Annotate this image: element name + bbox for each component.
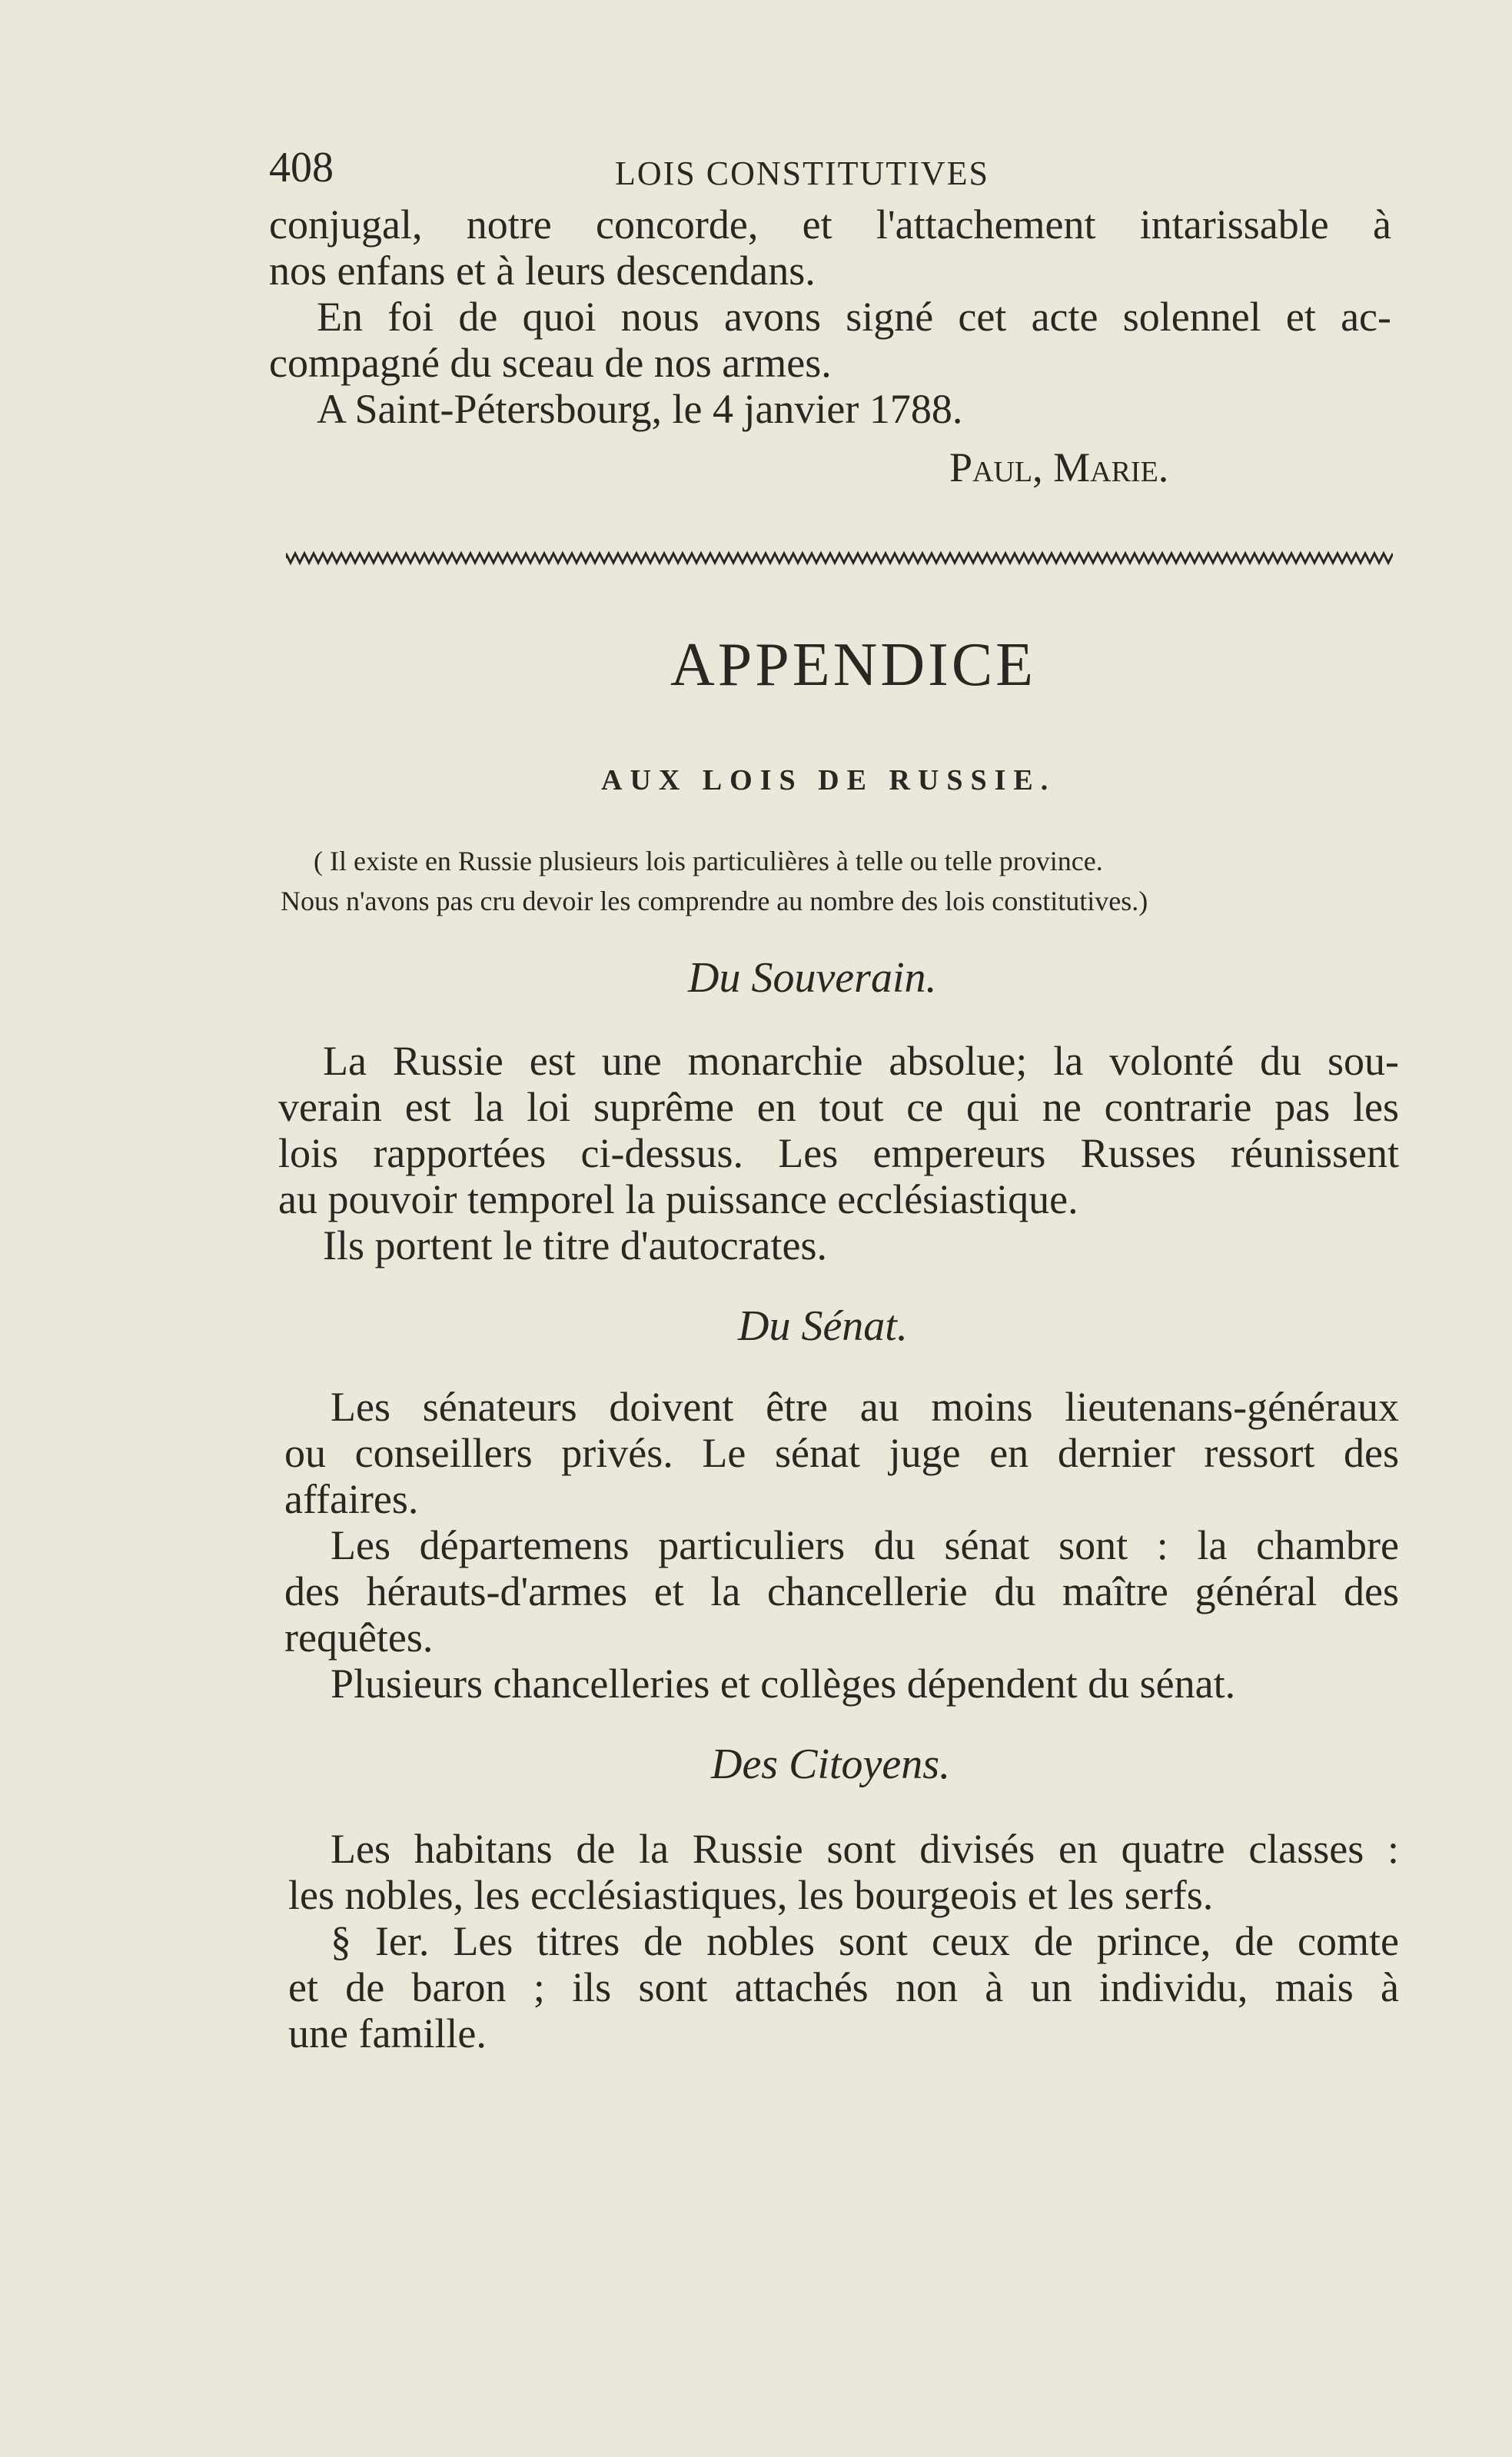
appendix-subtitle: AUX LOIS DE RUSSIE. (601, 764, 1056, 796)
running-title: LOIS CONSTITUTIVES (615, 155, 989, 192)
text-line: des hérauts-d'armes et la chancellerie du maître général des (284, 1568, 1399, 1614)
text-line: conjugal, notre concorde, et l'attachement intarissable à (269, 201, 1391, 248)
text-line: compagné du sceau de nos armes. (269, 340, 832, 386)
editorial-note: ( Il existe en Russie plusieurs lois particulières à telle ou telle province. (314, 846, 1103, 876)
text-line: verain est la loi suprême en tout ce qui ne contrarie pas les (278, 1084, 1399, 1130)
text-line: Ils portent le titre d'autocrates. (323, 1222, 827, 1268)
page-number: 408 (269, 144, 334, 191)
section-heading-citoyens: Des Citoyens. (711, 1741, 951, 1788)
wavy-ornament-line (286, 554, 1393, 563)
text-line: Les sénateurs doivent être au moins lieutenans-généraux (331, 1384, 1399, 1430)
text-line: Les départemens particuliers du sénat sont : la chambre (331, 1522, 1399, 1568)
section-heading-souverain: Du Souverain. (688, 954, 937, 1002)
text-line: requêtes. (284, 1614, 434, 1661)
text-line: § Ier. Les titres de nobles sont ceux de prince, de comte (331, 1918, 1399, 1964)
section-heading-senat: Du Sénat. (738, 1302, 908, 1350)
text-line: une famille. (288, 2010, 487, 2056)
text-line: au pouvoir temporel la puissance ecclésiastique. (278, 1176, 1078, 1222)
decorative-rule (286, 547, 1393, 569)
text-line: Les habitans de la Russie sont divisés en quatre classes : (331, 1826, 1399, 1872)
text-line: nos enfans et à leurs descendans. (269, 248, 816, 294)
text-line: les nobles, les ecclésiastiques, les bourgeois et les serfs. (288, 1872, 1214, 1918)
text-line: A Saint-Pétersbourg, le 4 janvier 1788. (317, 386, 963, 432)
text-line: lois rapportées ci-dessus. Les empereurs Russes réunissent (278, 1130, 1399, 1176)
text-line: ou conseillers privés. Le sénat juge en dernier ressort des (284, 1430, 1399, 1476)
text-line: affaires. (284, 1476, 419, 1522)
text-line: et de baron ; ils sont attachés non à un individu, mais à (288, 1964, 1399, 2010)
appendix-title: APPENDICE (670, 631, 1037, 699)
signature: Paul, Marie. (949, 444, 1169, 490)
editorial-note: Nous n'avons pas cru devoir les comprendre au nombre des lois constitutives.) (281, 886, 1148, 916)
text-line: Plusieurs chancelleries et collèges dépendent du sénat. (331, 1661, 1236, 1707)
text-line: La Russie est une monarchie absolue; la volonté du sou- (323, 1038, 1399, 1084)
text-line: En foi de quoi nous avons signé cet acte solennel et ac- (317, 294, 1391, 340)
